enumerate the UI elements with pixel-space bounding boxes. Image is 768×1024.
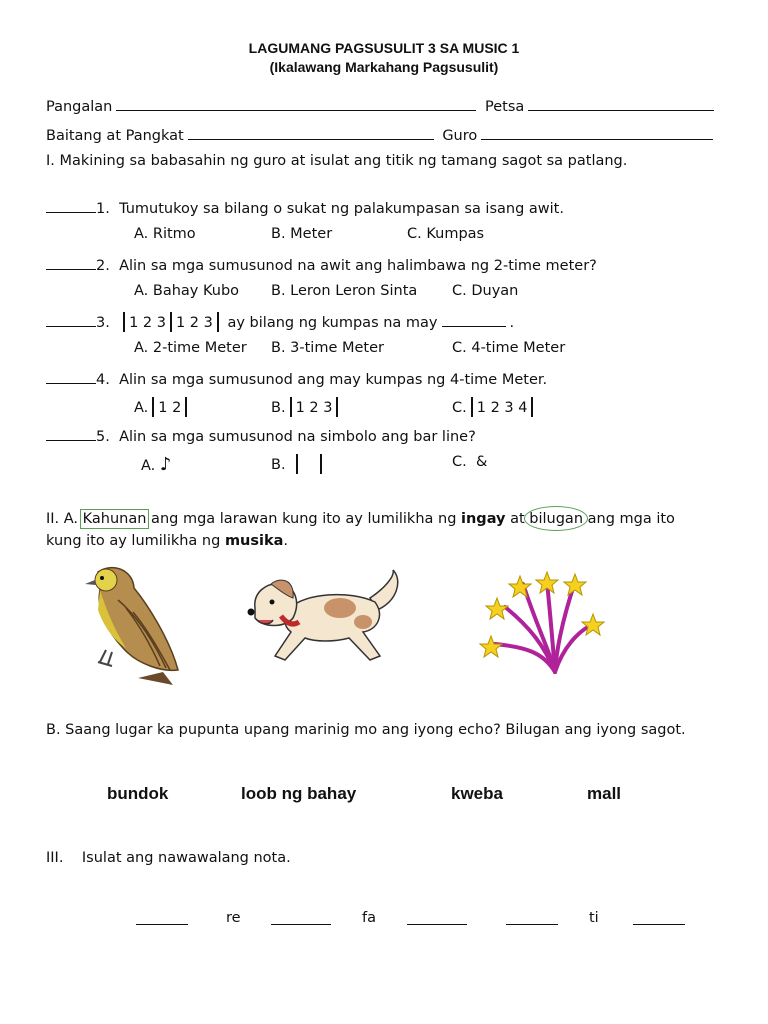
name-row — [46, 96, 718, 115]
bar-line — [185, 397, 187, 417]
bird-tail — [138, 672, 173, 685]
bar-line — [123, 312, 125, 332]
q4-choice-a: A. 1 2 — [134, 397, 191, 417]
bird-feet — [98, 650, 112, 666]
q5-choice-c: C. & — [452, 454, 488, 470]
question-5: 5. Alin sa mga sumusunod na simbolo ang bar line? — [46, 426, 476, 445]
q2-choice-a: A. Bahay Kubo — [134, 283, 240, 299]
note-blank-3[interactable] — [407, 910, 467, 925]
note-blank-5[interactable] — [633, 910, 685, 925]
teacher-blank[interactable] — [481, 125, 713, 140]
choice-mall[interactable]: mall — [587, 784, 622, 803]
q3-choice-a: A. 2-time Meter — [134, 340, 247, 356]
test-subtitle: (Ikalawang Markahang Pagsusulit) — [269, 59, 499, 75]
bar-line — [531, 397, 533, 417]
note-blank-2[interactable] — [271, 910, 331, 925]
part1-instruction: I. Makining sa babasahin ng guro at isulat ang titik ng tamang sagot sa patlang. — [46, 153, 628, 169]
bar-line — [170, 312, 172, 332]
bird-beak — [85, 580, 96, 585]
bar-line — [152, 397, 154, 417]
grade-blank[interactable] — [188, 125, 434, 140]
fireworks-image[interactable] — [475, 552, 605, 680]
bar-line — [290, 397, 292, 417]
answer-blank-4[interactable] — [46, 369, 96, 384]
q5-choice-b: B. — [271, 454, 326, 474]
part2b-instruction: B. Saang lugar ka pupunta upang marinig mo ang iyong echo? Bilugan ang iyong sagot. — [46, 722, 686, 738]
choice-loob-ng-bahay[interactable]: loob ng bahay — [241, 784, 357, 803]
bar-line — [320, 454, 322, 474]
bar-line — [471, 397, 473, 417]
q2-choice-b: B. Leron Leron Sinta — [271, 283, 418, 299]
boxed-word: Kahunan — [83, 511, 147, 527]
test-title: LAGUMANG PAGSUSULIT 3 SA MUSIC 1 — [248, 40, 520, 56]
part2-instruction-line1: II. A. Kahunan ang mga larawan kung ito ay lumilikha ng ingay at bilugan ang mga ito — [46, 511, 675, 527]
answer-blank-5[interactable] — [46, 426, 96, 441]
dog-image[interactable] — [245, 568, 405, 668]
circled-word: bilugan — [529, 511, 583, 527]
name-blank[interactable] — [116, 96, 476, 111]
fill-blank-3[interactable] — [442, 312, 506, 327]
part2-instruction-line2: kung ito ay lumilikha ng musika. — [46, 533, 289, 549]
note-blank-1[interactable] — [136, 910, 188, 925]
date-label: Petsa — [484, 99, 525, 115]
q3-choice-c: C. 4-time Meter — [452, 340, 566, 356]
choice-bundok[interactable]: bundok — [107, 784, 169, 803]
note-blank-4[interactable] — [506, 910, 558, 925]
question-4: 4. Alin sa mga sumusunod ang may kumpas ng 4-time Meter. — [46, 369, 547, 388]
q1-choice-a: A. Ritmo — [134, 226, 196, 242]
grade-label: Baitang at Pangkat — [46, 128, 184, 144]
question-2: 2. Alin sa mga sumusunod na awit ang halimbawa ng 2-time meter? — [46, 255, 597, 274]
bird-head — [95, 569, 117, 591]
answer-blank-1[interactable] — [46, 198, 96, 213]
note-fa: fa — [362, 910, 376, 926]
q4-choice-c: C. 1 2 3 4 — [452, 397, 537, 417]
bar-line — [336, 397, 338, 417]
solfege-row — [0, 910, 768, 934]
note-re: re — [226, 910, 241, 926]
bird-eye — [100, 576, 104, 580]
part3-instruction: III. Isulat ang nawawalang nota. — [46, 850, 291, 866]
dog-spot — [354, 615, 372, 629]
q1-choice-b: B. Meter — [271, 226, 333, 242]
answer-blank-2[interactable] — [46, 255, 96, 270]
circle-annotation — [524, 506, 588, 531]
dog-mouth — [257, 620, 273, 624]
bar-line — [217, 312, 219, 332]
eighth-note-icon: ♪ — [159, 454, 172, 475]
firework-bursts — [495, 582, 593, 672]
question-3: 3. 1 2 3 1 2 3 ay bilang ng kumpas na may . — [46, 312, 514, 332]
answer-blank-3[interactable] — [46, 312, 96, 327]
bar-line — [296, 454, 298, 474]
grade-row — [46, 125, 717, 144]
teacher-label: Guro — [442, 128, 478, 144]
dog-eye — [270, 600, 275, 605]
q3-choice-b: B. 3-time Meter — [271, 340, 384, 356]
note-ti: ti — [589, 910, 599, 926]
q5-choice-a: A. ♪ — [141, 454, 172, 475]
name-label: Pangalan — [46, 99, 113, 115]
bird-image[interactable] — [78, 560, 190, 690]
q1-choice-c: C. Kumpas — [407, 226, 485, 242]
choice-kweba[interactable]: kweba — [451, 784, 503, 803]
question-1: 1. Tumutukoy sa bilang o sukat ng palakumpasan sa isang awit. — [46, 198, 564, 217]
q2-choice-c: C. Duyan — [452, 283, 519, 299]
date-blank[interactable] — [528, 96, 714, 111]
box-annotation — [80, 509, 150, 529]
dog-nose — [248, 609, 255, 616]
q4-choice-b: B. 1 2 3 — [271, 397, 342, 417]
dog-spot — [324, 598, 356, 618]
